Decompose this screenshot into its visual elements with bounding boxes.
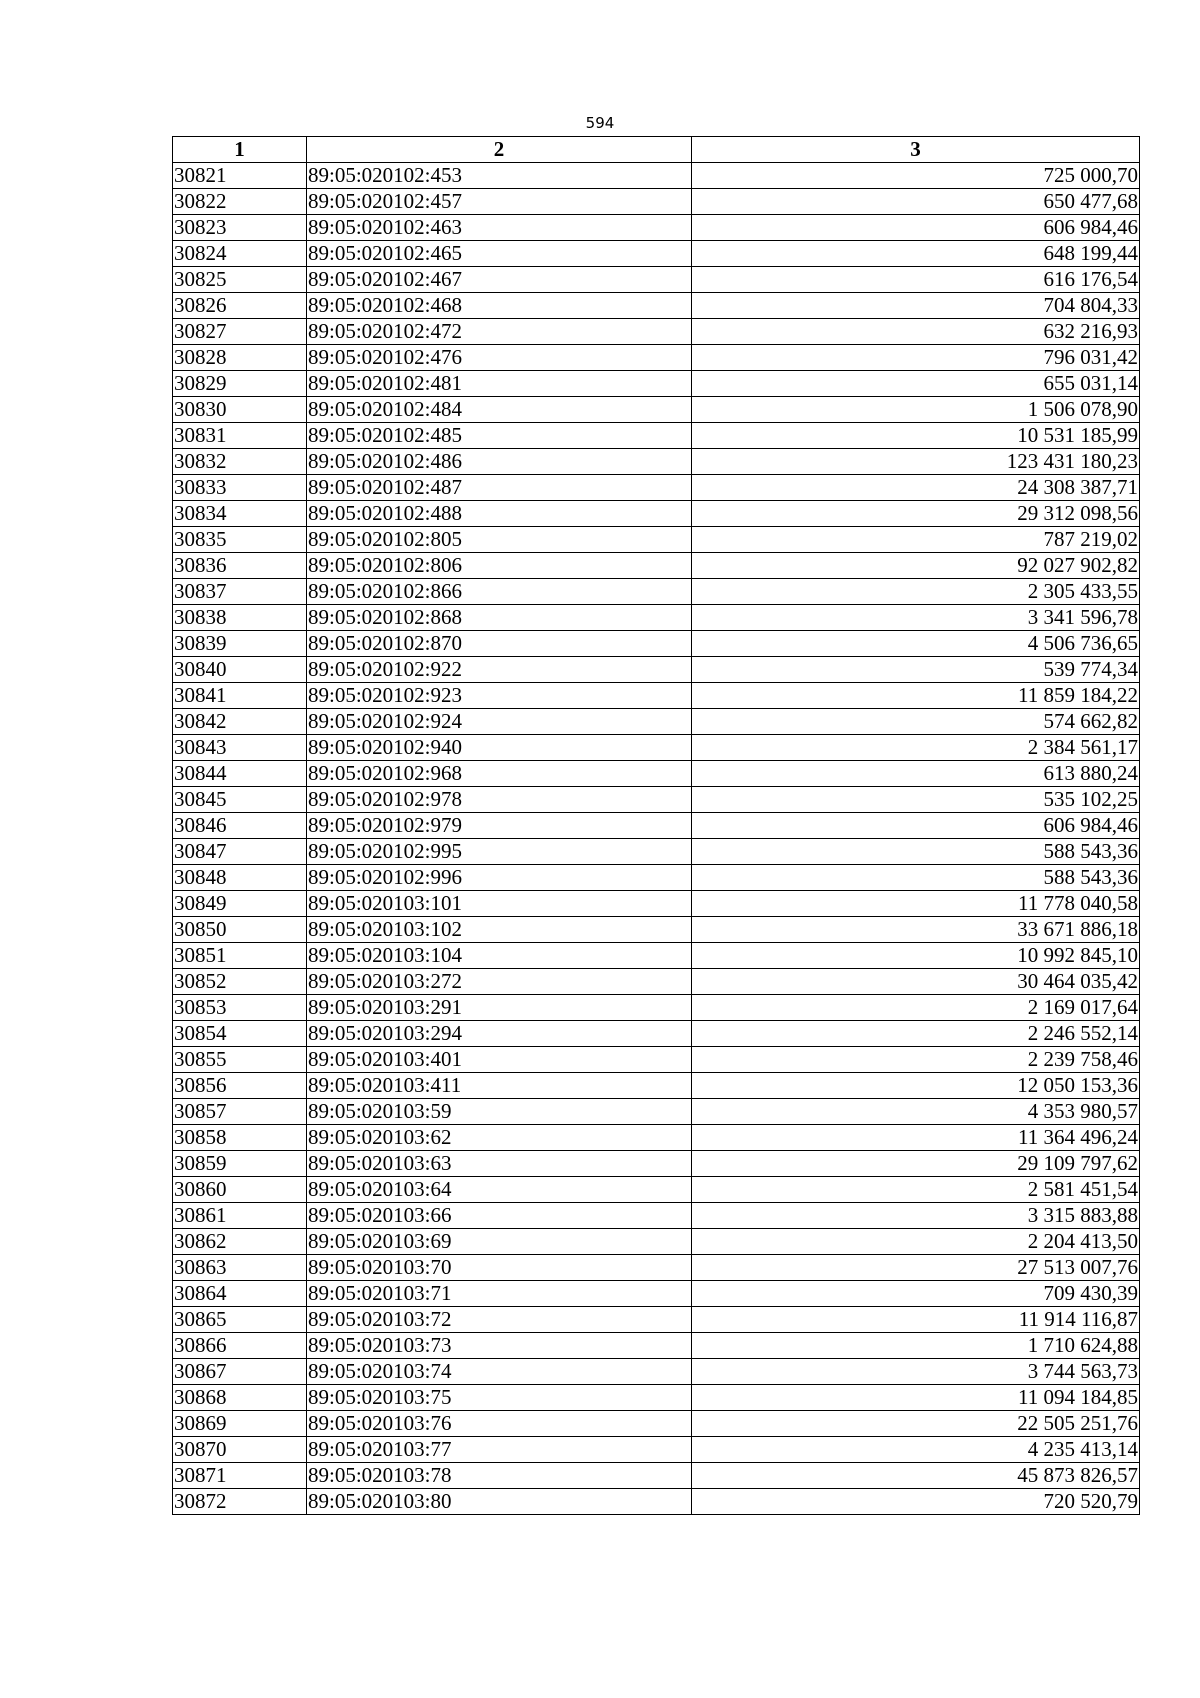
cadastral-id-cell: 89:05:020103:62 (307, 1125, 692, 1151)
table-row (173, 787, 1140, 813)
cadastral-id-cell: 89:05:020103:66 (307, 1203, 692, 1229)
row-number-cell: 30858 (173, 1125, 307, 1151)
value-cell: 574 662,82 (692, 709, 1140, 735)
cadastral-id-cell: 89:05:020103:74 (307, 1359, 692, 1385)
row-number-cell: 30834 (173, 501, 307, 527)
table-row (173, 865, 1140, 891)
table-row (173, 189, 1140, 215)
cadastral-id-cell: 89:05:020103:75 (307, 1385, 692, 1411)
table-row (173, 605, 1140, 631)
row-number-cell: 30872 (173, 1489, 307, 1515)
table-row (173, 969, 1140, 995)
table-row (173, 1047, 1140, 1073)
table-row (173, 215, 1140, 241)
row-number-cell: 30868 (173, 1385, 307, 1411)
row-number-cell: 30856 (173, 1073, 307, 1099)
value-cell: 4 235 413,14 (692, 1437, 1140, 1463)
cadastral-id-cell: 89:05:020103:102 (307, 917, 692, 943)
table-row (173, 631, 1140, 657)
table-row (173, 267, 1140, 293)
row-number-cell: 30854 (173, 1021, 307, 1047)
row-number-cell: 30839 (173, 631, 307, 657)
row-number-cell: 30823 (173, 215, 307, 241)
cadastral-id-cell: 89:05:020103:291 (307, 995, 692, 1021)
row-number-cell: 30827 (173, 319, 307, 345)
row-number-cell: 30846 (173, 813, 307, 839)
row-number-cell: 30829 (173, 371, 307, 397)
table-row (173, 891, 1140, 917)
cadastral-id-cell: 89:05:020102:805 (307, 527, 692, 553)
cadastral-id-cell: 89:05:020103:104 (307, 943, 692, 969)
table-row (173, 1463, 1140, 1489)
cadastral-id-cell: 89:05:020103:411 (307, 1073, 692, 1099)
row-number-cell: 30847 (173, 839, 307, 865)
table-row (173, 761, 1140, 787)
row-number-cell: 30845 (173, 787, 307, 813)
cadastral-id-cell: 89:05:020103:73 (307, 1333, 692, 1359)
table-row (173, 241, 1140, 267)
table-row (173, 1281, 1140, 1307)
cadastral-id-cell: 89:05:020103:80 (307, 1489, 692, 1515)
row-number-cell: 30836 (173, 553, 307, 579)
table-row (173, 657, 1140, 683)
cadastral-id-cell: 89:05:020102:468 (307, 293, 692, 319)
column-header-number: 1 (173, 137, 307, 163)
table-row (173, 163, 1140, 189)
value-cell: 33 671 886,18 (692, 917, 1140, 943)
cadastral-id-cell: 89:05:020103:63 (307, 1151, 692, 1177)
cadastral-id-cell: 89:05:020103:64 (307, 1177, 692, 1203)
cadastral-id-cell: 89:05:020103:76 (307, 1411, 692, 1437)
table-row (173, 1125, 1140, 1151)
cadastral-id-cell: 89:05:020102:453 (307, 163, 692, 189)
cadastral-id-cell: 89:05:020102:968 (307, 761, 692, 787)
row-number-cell: 30864 (173, 1281, 307, 1307)
row-number-cell: 30862 (173, 1229, 307, 1255)
value-cell: 45 873 826,57 (692, 1463, 1140, 1489)
table-row (173, 475, 1140, 501)
table-row (173, 1385, 1140, 1411)
table-row (173, 449, 1140, 475)
value-cell: 606 984,46 (692, 215, 1140, 241)
row-number-cell: 30861 (173, 1203, 307, 1229)
value-cell: 2 384 561,17 (692, 735, 1140, 761)
table-row (173, 943, 1140, 969)
row-number-cell: 30865 (173, 1307, 307, 1333)
row-number-cell: 30822 (173, 189, 307, 215)
table-row (173, 553, 1140, 579)
row-number-cell: 30826 (173, 293, 307, 319)
cadastral-id-cell: 89:05:020103:401 (307, 1047, 692, 1073)
value-cell: 2 581 451,54 (692, 1177, 1140, 1203)
value-cell: 10 992 845,10 (692, 943, 1140, 969)
cadastral-id-cell: 89:05:020103:72 (307, 1307, 692, 1333)
value-cell: 29 109 797,62 (692, 1151, 1140, 1177)
cadastral-id-cell: 89:05:020103:294 (307, 1021, 692, 1047)
cadastral-id-cell: 89:05:020102:870 (307, 631, 692, 657)
value-cell: 796 031,42 (692, 345, 1140, 371)
value-cell: 29 312 098,56 (692, 501, 1140, 527)
row-number-cell: 30833 (173, 475, 307, 501)
table-row (173, 345, 1140, 371)
cadastral-id-cell: 89:05:020102:866 (307, 579, 692, 605)
table-row (173, 1333, 1140, 1359)
table-header-row (173, 137, 1140, 163)
value-cell: 3 341 596,78 (692, 605, 1140, 631)
row-number-cell: 30860 (173, 1177, 307, 1203)
table-row (173, 1411, 1140, 1437)
table-row (173, 423, 1140, 449)
value-cell: 606 984,46 (692, 813, 1140, 839)
cadastral-id-cell: 89:05:020103:101 (307, 891, 692, 917)
row-number-cell: 30853 (173, 995, 307, 1021)
value-cell: 704 804,33 (692, 293, 1140, 319)
table-row (173, 1229, 1140, 1255)
value-cell: 725 000,70 (692, 163, 1140, 189)
row-number-cell: 30831 (173, 423, 307, 449)
cadastral-id-cell: 89:05:020103:77 (307, 1437, 692, 1463)
table-row (173, 1437, 1140, 1463)
cadastral-id-cell: 89:05:020102:472 (307, 319, 692, 345)
row-number-cell: 30869 (173, 1411, 307, 1437)
cadastral-id-cell: 89:05:020102:486 (307, 449, 692, 475)
cadastral-id-cell: 89:05:020102:806 (307, 553, 692, 579)
cadastral-id-cell: 89:05:020102:481 (307, 371, 692, 397)
table-row (173, 293, 1140, 319)
column-header-value: 3 (692, 137, 1140, 163)
cadastral-id-cell: 89:05:020102:996 (307, 865, 692, 891)
table-row (173, 527, 1140, 553)
row-number-cell: 30840 (173, 657, 307, 683)
cadastral-id-cell: 89:05:020103:59 (307, 1099, 692, 1125)
value-cell: 3 315 883,88 (692, 1203, 1140, 1229)
value-cell: 2 204 413,50 (692, 1229, 1140, 1255)
value-cell: 2 246 552,14 (692, 1021, 1140, 1047)
cadastral-id-cell: 89:05:020102:487 (307, 475, 692, 501)
table-row (173, 1177, 1140, 1203)
row-number-cell: 30859 (173, 1151, 307, 1177)
row-number-cell: 30838 (173, 605, 307, 631)
table-row (173, 1021, 1140, 1047)
value-cell: 4 353 980,57 (692, 1099, 1140, 1125)
table-row (173, 1359, 1140, 1385)
cadastral-id-cell: 89:05:020102:940 (307, 735, 692, 761)
table-row (173, 501, 1140, 527)
table-row (173, 1073, 1140, 1099)
row-number-cell: 30857 (173, 1099, 307, 1125)
row-number-cell: 30843 (173, 735, 307, 761)
cadastral-id-cell: 89:05:020102:924 (307, 709, 692, 735)
row-number-cell: 30830 (173, 397, 307, 423)
row-number-cell: 30841 (173, 683, 307, 709)
table-body (173, 163, 1140, 1515)
table-row (173, 683, 1140, 709)
row-number-cell: 30825 (173, 267, 307, 293)
value-cell: 3 744 563,73 (692, 1359, 1140, 1385)
row-number-cell: 30837 (173, 579, 307, 605)
table-row (173, 371, 1140, 397)
cadastral-id-cell: 89:05:020102:476 (307, 345, 692, 371)
value-cell: 588 543,36 (692, 865, 1140, 891)
value-cell: 92 027 902,82 (692, 553, 1140, 579)
table-row (173, 735, 1140, 761)
value-cell: 539 774,34 (692, 657, 1140, 683)
table-row (173, 579, 1140, 605)
row-number-cell: 30851 (173, 943, 307, 969)
table-row (173, 813, 1140, 839)
table-row (173, 709, 1140, 735)
row-number-cell: 30863 (173, 1255, 307, 1281)
cadastral-id-cell: 89:05:020103:69 (307, 1229, 692, 1255)
value-cell: 1 710 624,88 (692, 1333, 1140, 1359)
cadastral-id-cell: 89:05:020102:457 (307, 189, 692, 215)
cadastral-id-cell: 89:05:020103:70 (307, 1255, 692, 1281)
page-number: 594 (585, 114, 615, 132)
cadastral-id-cell: 89:05:020102:922 (307, 657, 692, 683)
table-row (173, 839, 1140, 865)
value-cell: 720 520,79 (692, 1489, 1140, 1515)
cadastral-id-cell: 89:05:020102:465 (307, 241, 692, 267)
value-cell: 709 430,39 (692, 1281, 1140, 1307)
row-number-cell: 30844 (173, 761, 307, 787)
value-cell: 12 050 153,36 (692, 1073, 1140, 1099)
cadastral-id-cell: 89:05:020102:868 (307, 605, 692, 631)
value-cell: 4 506 736,65 (692, 631, 1140, 657)
row-number-cell: 30852 (173, 969, 307, 995)
cadastral-id-cell: 89:05:020103:78 (307, 1463, 692, 1489)
value-cell: 123 431 180,23 (692, 449, 1140, 475)
value-cell: 22 505 251,76 (692, 1411, 1140, 1437)
table-row (173, 1203, 1140, 1229)
cadastral-id-cell: 89:05:020102:463 (307, 215, 692, 241)
table-row (173, 995, 1140, 1021)
cadastral-id-cell: 89:05:020102:995 (307, 839, 692, 865)
value-cell: 11 914 116,87 (692, 1307, 1140, 1333)
table-row (173, 1489, 1140, 1515)
cadastral-id-cell: 89:05:020102:485 (307, 423, 692, 449)
value-cell: 11 778 040,58 (692, 891, 1140, 917)
value-cell: 535 102,25 (692, 787, 1140, 813)
row-number-cell: 30850 (173, 917, 307, 943)
value-cell: 2 239 758,46 (692, 1047, 1140, 1073)
row-number-cell: 30835 (173, 527, 307, 553)
value-cell: 632 216,93 (692, 319, 1140, 345)
row-number-cell: 30842 (173, 709, 307, 735)
value-cell: 655 031,14 (692, 371, 1140, 397)
cadastral-id-cell: 89:05:020102:488 (307, 501, 692, 527)
cadastral-id-cell: 89:05:020103:272 (307, 969, 692, 995)
row-number-cell: 30832 (173, 449, 307, 475)
value-cell: 787 219,02 (692, 527, 1140, 553)
cadastral-id-cell: 89:05:020102:467 (307, 267, 692, 293)
cadastral-id-cell: 89:05:020102:978 (307, 787, 692, 813)
row-number-cell: 30824 (173, 241, 307, 267)
row-number-cell: 30828 (173, 345, 307, 371)
table-row (173, 917, 1140, 943)
table-row (173, 1151, 1140, 1177)
cadastral-value-table (172, 136, 1140, 1515)
row-number-cell: 30866 (173, 1333, 307, 1359)
value-cell: 24 308 387,71 (692, 475, 1140, 501)
table-row (173, 1307, 1140, 1333)
table-row (173, 319, 1140, 345)
value-cell: 648 199,44 (692, 241, 1140, 267)
row-number-cell: 30867 (173, 1359, 307, 1385)
value-cell: 588 543,36 (692, 839, 1140, 865)
value-cell: 27 513 007,76 (692, 1255, 1140, 1281)
table-row (173, 1255, 1140, 1281)
value-cell: 2 169 017,64 (692, 995, 1140, 1021)
value-cell: 11 364 496,24 (692, 1125, 1140, 1151)
row-number-cell: 30849 (173, 891, 307, 917)
row-number-cell: 30855 (173, 1047, 307, 1073)
cadastral-id-cell: 89:05:020102:484 (307, 397, 692, 423)
table-row (173, 397, 1140, 423)
table-row (173, 1099, 1140, 1125)
column-header-cadastral-id: 2 (307, 137, 692, 163)
value-cell: 10 531 185,99 (692, 423, 1140, 449)
value-cell: 613 880,24 (692, 761, 1140, 787)
cadastral-id-cell: 89:05:020102:979 (307, 813, 692, 839)
value-cell: 11 094 184,85 (692, 1385, 1140, 1411)
value-cell: 650 477,68 (692, 189, 1140, 215)
row-number-cell: 30848 (173, 865, 307, 891)
value-cell: 2 305 433,55 (692, 579, 1140, 605)
value-cell: 616 176,54 (692, 267, 1140, 293)
value-cell: 1 506 078,90 (692, 397, 1140, 423)
value-cell: 30 464 035,42 (692, 969, 1140, 995)
row-number-cell: 30871 (173, 1463, 307, 1489)
cadastral-id-cell: 89:05:020103:71 (307, 1281, 692, 1307)
row-number-cell: 30870 (173, 1437, 307, 1463)
value-cell: 11 859 184,22 (692, 683, 1140, 709)
cadastral-id-cell: 89:05:020102:923 (307, 683, 692, 709)
row-number-cell: 30821 (173, 163, 307, 189)
